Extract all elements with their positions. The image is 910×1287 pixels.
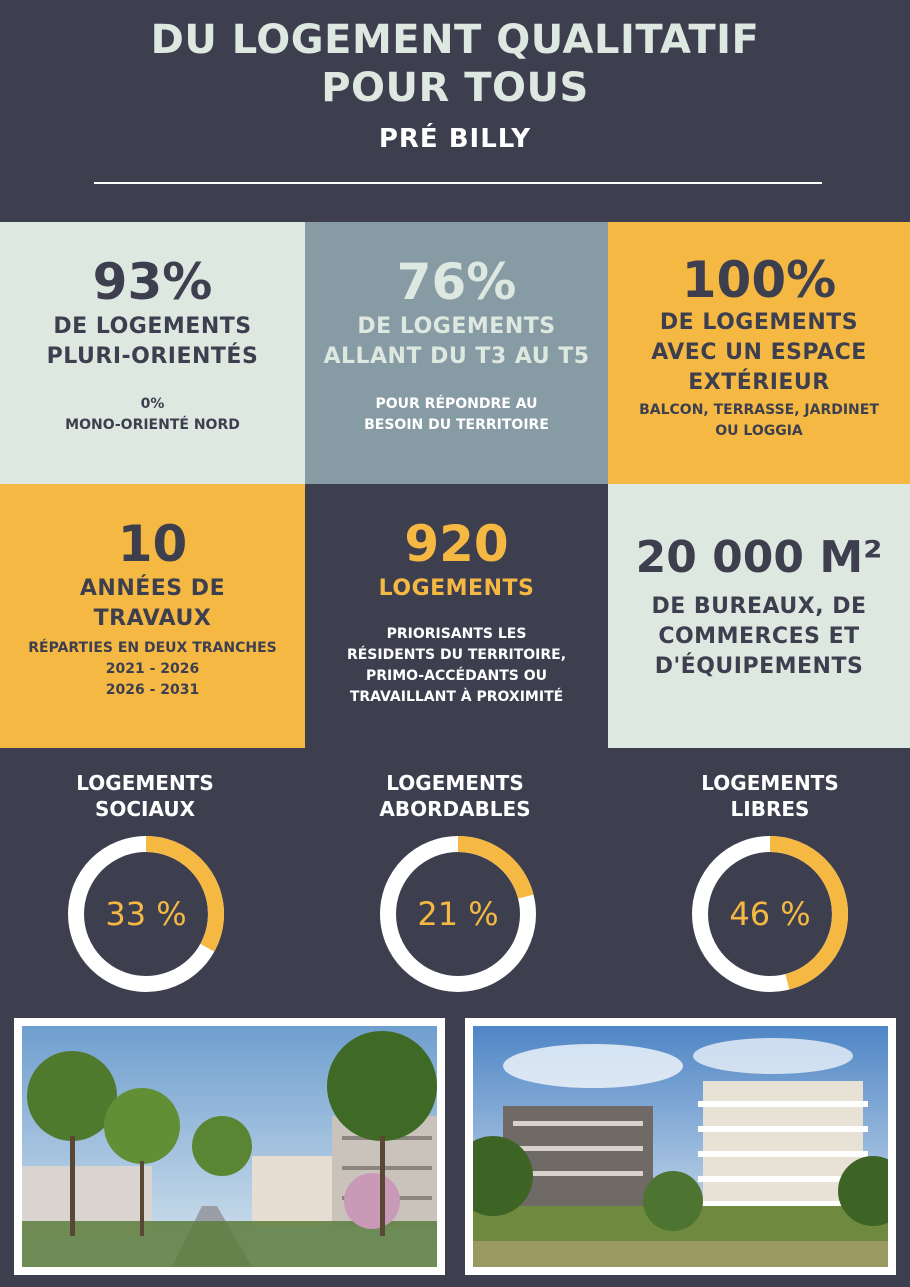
donut-chart-abordables [378,834,538,994]
donut-title-line: ABORDABLES [379,797,531,821]
tile-note-line: OU LOGGIA [715,423,803,439]
tile-note-line: POUR RÉPONDRE AU [375,396,538,412]
tile-note-line: BESOIN DU TERRITOIRE [364,417,549,433]
tile-pluri-orientes [0,222,305,484]
tile-heading-line: TRAVAUX [93,606,212,631]
page-title [0,16,910,112]
tree [192,1116,252,1176]
tile-big-value: 10 [117,515,188,573]
tile-heading-line: PLURI-ORIENTÉS [46,344,259,369]
donut-title-line: LOGEMENTS [386,771,524,795]
tile-note-line: 2021 - 2026 [105,661,200,677]
tree-trunk [140,1161,144,1236]
balcony-line [342,1166,432,1170]
donut-chart-sociaux [66,834,226,994]
donut-title-line: LOGEMENTS [76,771,214,795]
tree [104,1088,180,1164]
tile-big-value: 76% [396,253,517,311]
donut-value-sociaux: 33 % [105,895,187,933]
tile-heading-line: AVEC UN ESPACE [651,340,867,365]
donut-title-line: LIBRES [730,797,810,821]
header-divider [94,182,822,184]
building-middle [252,1156,342,1226]
cloud [503,1044,683,1088]
tile-big-value: 20 000 M² [635,532,883,583]
flowering-tree [344,1173,400,1229]
street-illustration [22,1026,437,1267]
tile-note-line: 0% [140,396,165,412]
tile-big-value: 920 [404,515,509,573]
tile-heading-line: COMMERCES ET [658,624,860,649]
donut-value-abordables: 21 % [417,895,499,933]
balcony-line [513,1146,643,1151]
tree-trunk [380,1136,385,1236]
donut-title-abordables [325,770,585,822]
balcony-line [698,1151,868,1157]
donut-value-libres: 46 % [729,895,811,933]
tile-heading-line: EXTÉRIEUR [688,370,830,395]
title-line-2: POUR TOUS [321,65,589,111]
donut-title-sociaux [15,770,275,822]
tile-espace-exterieur [608,222,910,484]
tile-heading-line: DE LOGEMENTS [53,314,252,339]
cloud [693,1038,853,1074]
tree [643,1171,703,1231]
balcony-line [698,1101,868,1107]
tile-note-line: MONO-ORIENTÉ NORD [65,417,240,433]
tile-note-line: BALCON, TERRASSE, JARDINET [639,402,879,418]
tile-heading-line: ALLANT DU T3 AU T5 [323,344,590,369]
donut-title-line: LOGEMENTS [701,771,839,795]
meadow [473,1241,888,1267]
tile-heading-line: DE LOGEMENTS [357,314,556,339]
tile-surface-bureaux [608,484,910,748]
tree [27,1051,117,1141]
tile-920-logements [305,484,608,748]
balcony-line [513,1121,643,1126]
tile-note-line: TRAVAILLANT À PROXIMITÉ [349,689,564,705]
tile-heading-line: DE BUREAUX, DE [651,594,867,619]
tree-trunk [70,1136,75,1236]
title-line-1: DU LOGEMENT QUALITATIF [150,17,760,63]
tile-heading-line: ANNÉES DE [79,576,226,601]
buildings-illustration [473,1026,888,1267]
donut-title-libres [640,770,900,822]
balcony-line [698,1126,868,1132]
donut-chart-libres [690,834,850,994]
tile-heading-line: LOGEMENTS [378,576,535,601]
tile-t3-t5 [305,222,608,484]
tile-big-value: 93% [92,253,213,311]
tile-big-value: 100% [681,251,837,309]
photo-street-rendering [14,1018,445,1275]
tile-note-line: PRIMO-ACCÉDANTS OU [365,668,548,684]
tile-note-line: RÉPARTIES EN DEUX TRANCHES [28,640,277,656]
donut-title-line: SOCIAUX [94,797,196,821]
tile-heading-line: D'ÉQUIPEMENTS [654,654,864,679]
tree [327,1031,437,1141]
page-subtitle: PRÉ BILLY [378,124,532,154]
tile-heading-line: DE LOGEMENTS [659,310,859,335]
tile-note-line: RÉSIDENTS DU TERRITOIRE, [346,647,567,663]
header [0,0,910,222]
tile-note-line: PRIORISANTS LES [386,626,527,642]
tile-note-line: 2026 - 2031 [105,682,200,698]
photo-buildings-rendering [465,1018,896,1275]
tile-annees-travaux [0,484,305,748]
